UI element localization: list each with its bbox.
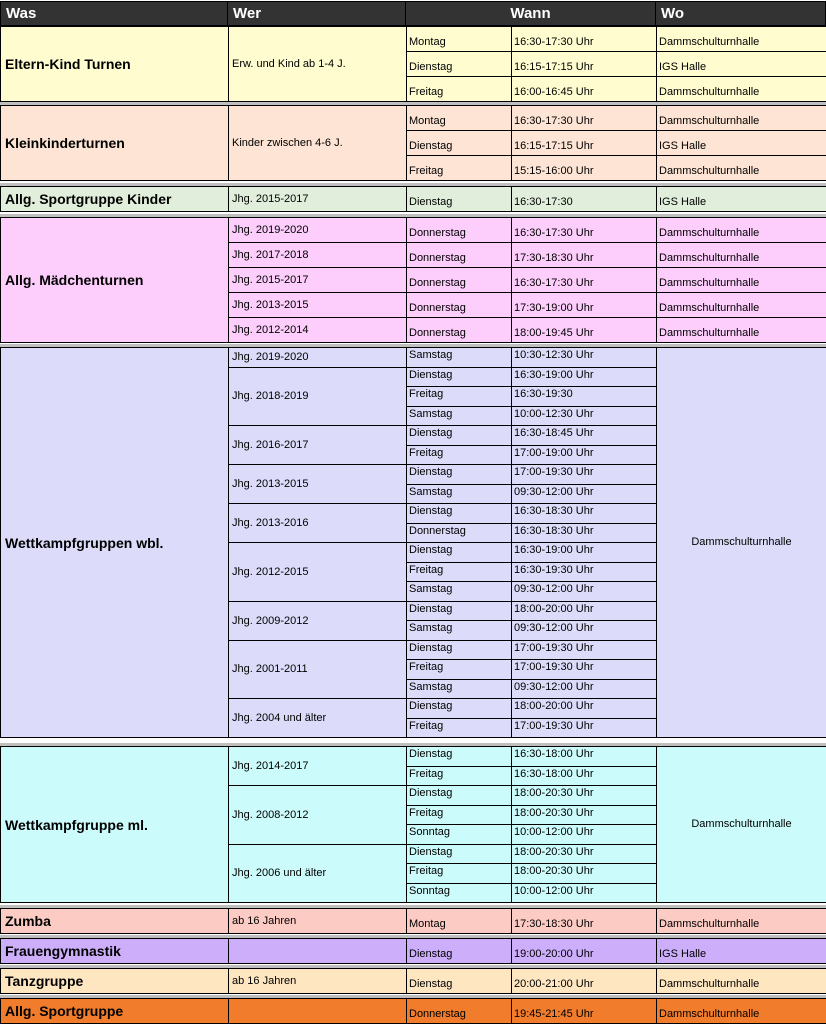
session-time: 10:00-12:30 Uhr	[511, 406, 657, 426]
session-day: Montag	[406, 105, 512, 131]
session-day: Dienstag	[406, 746, 512, 767]
session-day: Donnerstag	[406, 317, 512, 343]
session-time: 16:15-17:15 Uhr	[511, 130, 657, 156]
group-location: Dammschulturnhalle	[656, 746, 826, 903]
session-day: Donnerstag	[406, 217, 512, 243]
session-day: Dienstag	[406, 186, 512, 212]
session-day: Freitag	[406, 386, 512, 407]
session-time: 17:30-18:30 Uhr	[511, 242, 657, 268]
session-day: Donnerstag	[406, 242, 512, 268]
session-time: 09:30-12:00 Uhr	[511, 581, 657, 602]
session-time: 18:00-20:30 Uhr	[511, 863, 657, 884]
session-day: Freitag	[406, 562, 512, 582]
session-day: Dienstag	[406, 698, 512, 719]
session-day: Dienstag	[406, 425, 512, 446]
target-group: Jhg. 2006 und älter	[228, 844, 407, 903]
session-day: Dienstag	[406, 503, 512, 524]
session-location: Dammschulturnhalle	[656, 105, 826, 131]
session-day: Samstag	[406, 620, 512, 641]
session-time: 16:30-19:30 Uhr	[511, 562, 657, 582]
session-time: 16:30-19:00 Uhr	[511, 542, 657, 563]
target-group	[228, 998, 407, 1024]
target-group: Jhg. 2017-2018	[228, 242, 407, 268]
session-location: IGS Halle	[656, 186, 826, 212]
session-time: 09:30-12:00 Uhr	[511, 679, 657, 699]
session-day: Dienstag	[406, 844, 512, 864]
session-location: Dammschulturnhalle	[656, 998, 826, 1024]
group-name: Wettkampfgruppe ml.	[0, 746, 229, 903]
session-time: 16:00-16:45 Uhr	[511, 76, 657, 102]
session-day: Freitag	[406, 659, 512, 680]
target-group	[228, 938, 407, 964]
target-group: Jhg. 2013-2015	[228, 292, 407, 318]
session-time: 18:00-20:30 Uhr	[511, 844, 657, 864]
target-group: ab 16 Jahren	[228, 908, 407, 934]
group-name: Allg. Mädchenturnen	[0, 217, 229, 343]
header-wann: Wann	[405, 1, 656, 26]
target-group: Jhg. 2009-2012	[228, 601, 407, 641]
session-location: Dammschulturnhalle	[656, 968, 826, 994]
session-time: 17:30-19:00 Uhr	[511, 292, 657, 318]
session-day: Dienstag	[406, 785, 512, 806]
session-time: 18:00-20:00 Uhr	[511, 601, 657, 621]
session-day: Freitag	[406, 718, 512, 738]
session-location: IGS Halle	[656, 130, 826, 156]
group-name: Wettkampfgruppen wbl.	[0, 347, 229, 738]
session-time: 16:30-18:45 Uhr	[511, 425, 657, 446]
session-time: 09:30-12:00 Uhr	[511, 484, 657, 504]
session-day: Freitag	[406, 445, 512, 465]
session-time: 16:30-17:30 Uhr	[511, 217, 657, 243]
target-group: Jhg. 2013-2016	[228, 503, 407, 543]
group-location: Dammschulturnhalle	[656, 347, 826, 738]
target-group: Erw. und Kind ab 1-4 J.	[228, 26, 407, 102]
session-time: 16:30-18:30 Uhr	[511, 523, 657, 543]
session-day: Freitag	[406, 155, 512, 181]
header-wer: Wer	[227, 1, 406, 26]
session-location: Dammschulturnhalle	[656, 908, 826, 934]
session-location: Dammschulturnhalle	[656, 217, 826, 243]
session-day: Dienstag	[406, 130, 512, 156]
session-time: 19:45-21:45 Uhr	[511, 998, 657, 1024]
target-group: Jhg. 2016-2017	[228, 425, 407, 465]
session-day: Samstag	[406, 406, 512, 426]
session-location: Dammschulturnhalle	[656, 317, 826, 343]
session-day: Dienstag	[406, 367, 512, 387]
session-time: 10:00-12:00 Uhr	[511, 824, 657, 845]
header-wo: Wo	[655, 1, 826, 26]
target-group: Jhg. 2014-2017	[228, 746, 407, 786]
group-name: Kleinkinderturnen	[0, 105, 229, 181]
session-time: 16:30-19:30	[511, 386, 657, 407]
session-day: Dienstag	[406, 464, 512, 485]
session-time: 18:00-20:30 Uhr	[511, 805, 657, 825]
session-time: 16:30-18:00 Uhr	[511, 746, 657, 767]
session-time: 18:00-20:00 Uhr	[511, 698, 657, 719]
session-time: 16:30-17:30 Uhr	[511, 105, 657, 131]
header-was: Was	[0, 1, 228, 26]
session-day: Samstag	[406, 484, 512, 504]
session-day: Freitag	[406, 76, 512, 102]
session-time: 16:30-17:30 Uhr	[511, 267, 657, 293]
session-day: Montag	[406, 908, 512, 934]
session-day: Freitag	[406, 863, 512, 884]
group-name: Eltern-Kind Turnen	[0, 26, 229, 102]
target-group: Jhg. 2015-2017	[228, 186, 407, 212]
session-time: 18:00-20:30 Uhr	[511, 785, 657, 806]
session-day: Freitag	[406, 805, 512, 825]
session-time: 16:15-17:15 Uhr	[511, 51, 657, 77]
session-day: Dienstag	[406, 640, 512, 660]
session-day: Freitag	[406, 766, 512, 786]
target-group: Jhg. 2015-2017	[228, 267, 407, 293]
session-day: Samstag	[406, 679, 512, 699]
session-time: 17:00-19:30 Uhr	[511, 640, 657, 660]
session-day: Montag	[406, 26, 512, 52]
session-location: Dammschulturnhalle	[656, 292, 826, 318]
session-time: 17:00-19:30 Uhr	[511, 659, 657, 680]
target-group: Jhg. 2012-2014	[228, 317, 407, 343]
group-name: Allg. Sportgruppe Kinder	[0, 186, 229, 212]
session-day: Samstag	[406, 347, 512, 368]
session-time: 16:30-18:00 Uhr	[511, 766, 657, 786]
session-location: Dammschulturnhalle	[656, 76, 826, 102]
session-time: 10:30-12:30 Uhr	[511, 347, 657, 368]
target-group: Jhg. 2018-2019	[228, 367, 407, 426]
target-group: Jhg. 2019-2020	[228, 217, 407, 243]
session-location: IGS Halle	[656, 51, 826, 77]
session-day: Sonntag	[406, 824, 512, 845]
session-day: Donnerstag	[406, 998, 512, 1024]
session-time: 17:00-19:30 Uhr	[511, 464, 657, 485]
session-time: 16:30-19:00 Uhr	[511, 367, 657, 387]
session-time: 17:30-18:30 Uhr	[511, 908, 657, 934]
session-location: Dammschulturnhalle	[656, 267, 826, 293]
group-name: Zumba	[0, 908, 229, 934]
session-time: 16:30-17:30	[511, 186, 657, 212]
group-name: Allg. Sportgruppe	[0, 998, 229, 1024]
session-day: Dienstag	[406, 938, 512, 964]
group-name: Frauengymnastik	[0, 938, 229, 964]
session-location: Dammschulturnhalle	[656, 26, 826, 52]
target-group: Kinder zwischen 4-6 J.	[228, 105, 407, 181]
target-group: ab 16 Jahren	[228, 968, 407, 994]
group-name: Tanzgruppe	[0, 968, 229, 994]
session-day: Dienstag	[406, 542, 512, 563]
session-day: Samstag	[406, 581, 512, 602]
session-time: 17:00-19:30 Uhr	[511, 718, 657, 738]
session-time: 16:30-17:30 Uhr	[511, 26, 657, 52]
session-location: Dammschulturnhalle	[656, 242, 826, 268]
session-time: 16:30-18:30 Uhr	[511, 503, 657, 524]
session-day: Donnerstag	[406, 523, 512, 543]
session-day: Sonntag	[406, 883, 512, 903]
session-day: Dienstag	[406, 51, 512, 77]
session-day: Donnerstag	[406, 292, 512, 318]
session-time: 10:00-12:00 Uhr	[511, 883, 657, 903]
session-time: 09:30-12:00 Uhr	[511, 620, 657, 641]
session-day: Dienstag	[406, 968, 512, 994]
session-day: Dienstag	[406, 601, 512, 621]
target-group: Jhg. 2004 und älter	[228, 698, 407, 738]
target-group: Jhg. 2008-2012	[228, 785, 407, 845]
session-location: Dammschulturnhalle	[656, 155, 826, 181]
target-group: Jhg. 2012-2015	[228, 542, 407, 602]
session-day: Donnerstag	[406, 267, 512, 293]
session-time: 15:15-16:00 Uhr	[511, 155, 657, 181]
session-time: 18:00-19:45 Uhr	[511, 317, 657, 343]
target-group: Jhg. 2001-2011	[228, 640, 407, 699]
session-location: IGS Halle	[656, 938, 826, 964]
session-time: 19:00-20:00 Uhr	[511, 938, 657, 964]
session-time: 20:00-21:00 Uhr	[511, 968, 657, 994]
target-group: Jhg. 2013-2015	[228, 464, 407, 504]
session-time: 17:00-19:00 Uhr	[511, 445, 657, 465]
target-group: Jhg. 2019-2020	[228, 347, 407, 368]
